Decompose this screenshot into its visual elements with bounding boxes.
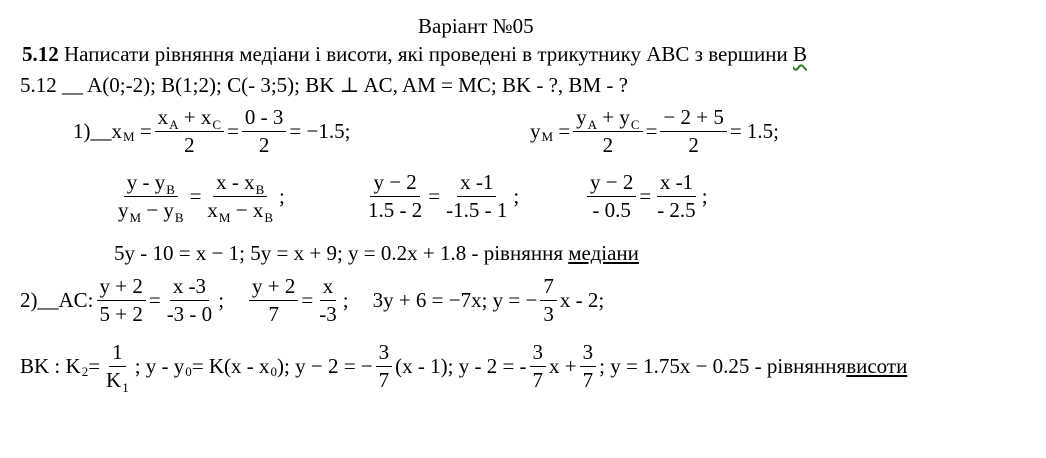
xm-num2: 0 - 3 (242, 107, 287, 132)
eq1-num-l-sub: B (166, 182, 175, 197)
ac-f1-end: ; (218, 288, 225, 312)
ac-f3-num: 7 (540, 276, 557, 301)
bk-k-den: K (106, 368, 122, 392)
eq1-num-r-sub: B (255, 182, 265, 197)
eq1-num-l: y - y (126, 170, 166, 194)
ac-f2-right (316, 276, 340, 325)
bk-p2-sub: 0 (270, 364, 278, 379)
height-word: висоти (846, 354, 908, 378)
ac-equation-line: 2)__AC: $\frac{y + 2}{5 + 2}$ = $\frac{x -3}{-3 - 0}$ ; $\frac{y + 2}{7}$ = $\frac{x}{-3}$ ; 3y + 6 = −7x; y = − $\frac{7}{3}$ x - 2; (20, 274, 605, 326)
bk-p3: ); y − 2 = − (277, 354, 373, 378)
bk-label-sub: 2 (81, 364, 89, 379)
xm-fraction (155, 107, 224, 156)
bk-p4: (x - 1); y - 2 = - (395, 354, 527, 378)
bk-f3 (580, 342, 597, 391)
eq1-den-l: y (118, 198, 129, 222)
ac-f1-num-r: x -3 (170, 276, 209, 301)
eq1-den-l-mid: − y (141, 198, 174, 222)
given-text: A(0;-2); B(1;2); C(- 3;5); BK ⊥ AC, AM = MC; BK - ?, BM - ? (87, 73, 628, 97)
eq1-den-r-sub2: B (264, 210, 273, 225)
ac-f2-left (249, 276, 298, 325)
bk-f3-num: 3 (580, 342, 597, 367)
xm-fraction-2 (242, 107, 287, 156)
variant-title: Варіант №05 (418, 14, 534, 38)
bk-k-den-sub: 1 (122, 380, 129, 395)
eq2-num-l: y − 2 (370, 172, 419, 197)
ac-f1-den-r: -3 - 0 (166, 302, 213, 326)
xm-num: x (157, 105, 169, 129)
xm-num-plus: + x (178, 105, 212, 129)
xm-den2: 2 (258, 133, 270, 157)
bk-eq: = (88, 354, 101, 378)
ac-f1-den-l: 5 + 2 (99, 302, 143, 326)
ac-f2-den-l: 7 (268, 302, 279, 326)
eq1-den-r-mid: − x (230, 198, 264, 222)
eq1-den-r: x (207, 198, 218, 222)
ac-f2-num-l: y + 2 (249, 276, 298, 301)
eq2-num-r: x -1 (457, 172, 496, 197)
eq3-num-r: x -1 (657, 172, 696, 197)
eq1-den-l-sub2: B (174, 210, 184, 225)
eq1-end: ; (279, 184, 285, 208)
eq3-right-fraction (654, 172, 699, 221)
xm-formula: 1)__ x M = $\frac{x_A + x_C}{2}$ = $\frac{0 - 3}{2}$ = −1.5; (73, 105, 351, 157)
bk-f2-den: 7 (532, 368, 544, 392)
ac-f1-left (97, 276, 146, 325)
bk-p1: ; y - y (134, 354, 185, 378)
bk-f2-num: 3 (530, 342, 547, 367)
xm-result: = −1.5; (289, 119, 351, 143)
median-word: медіани (568, 241, 639, 265)
bk-f2 (530, 342, 547, 391)
eq1-left-fraction (115, 170, 187, 225)
median-equation-general: $\frac{y - y_B}{y_M - y_B}$ = $\frac{x - x_B}{x_M - x_B}$ ; (112, 172, 285, 221)
bk-p1-sub: 0 (185, 364, 192, 379)
ym-num: y (576, 105, 587, 129)
task-text-vertex: В (792, 42, 807, 66)
ym-num-sub1: A (587, 117, 598, 132)
bk-f3-den: 7 (582, 368, 594, 392)
eq1-den-r-sub1: M (218, 210, 231, 225)
ym-den2: 2 (688, 133, 699, 157)
eq3-left-fraction (587, 172, 636, 221)
ym-formula: y M = $\frac{y_A + y_C}{2}$ = $\frac{- 2 + 5}{2}$ = 1.5; (530, 105, 780, 157)
eq2-den-r: -1.5 - 1 (446, 198, 508, 222)
task-number: 5.12 (22, 42, 59, 66)
ym-lhs: y (530, 119, 541, 143)
bk-p5: x + (549, 354, 577, 378)
bk-label: BK : K (20, 354, 81, 378)
xm-den: 2 (184, 133, 195, 157)
ym-fraction (573, 107, 642, 156)
ac-f3-den: 3 (543, 302, 554, 326)
bk-f1-den: 7 (378, 368, 390, 392)
ac-f3 (540, 276, 557, 325)
ac-f2-den-r: -3 (319, 302, 337, 326)
given-prefix: 5.12 __ (20, 73, 88, 97)
xm-num-sub1: A (169, 117, 179, 132)
median-equation-substituted: $\frac{y - 2}{1.5 - 2}$ = $\frac{x -1}{-1.5 - 1}$ ; (362, 172, 519, 221)
eq3-den-l: - 0.5 (592, 198, 631, 222)
task-statement (22, 44, 807, 65)
ym-num-sub2: C (630, 117, 640, 132)
ac-tail: x - 2; (559, 288, 605, 312)
bk-equation-line (20, 340, 908, 395)
given-line (20, 75, 628, 96)
ac-f2-end: ; (342, 288, 349, 312)
eq3-den-r: - 2.5 (657, 198, 696, 222)
xm-lhs-sub: M (123, 129, 135, 144)
eq3-num-l: y − 2 (587, 172, 636, 197)
step1-label: 1)__ (73, 119, 112, 143)
xm-num-sub2: C (212, 117, 222, 132)
eq1-num-r: x - x (216, 170, 255, 194)
eq1-right-fraction (204, 170, 276, 225)
eq1-den-l-sub1: M (129, 210, 142, 225)
ac-f1-num-l: y + 2 (97, 276, 146, 301)
ac-f2-num-r: x (320, 276, 337, 301)
ym-result: = 1.5; (729, 119, 780, 143)
ac-mid-text: 3y + 6 = −7x; y = − (372, 288, 538, 312)
ym-num-plus: + y (597, 105, 630, 129)
eq2-right-fraction (443, 172, 510, 221)
bk-p2: = K(x - x (191, 354, 270, 378)
ac-f1-right (164, 276, 216, 325)
bk-p6: ; y = 1.75x − 0.25 - рівняння (599, 354, 847, 378)
bk-f1-num: 3 (376, 342, 393, 367)
median-result-text: 5y - 10 = x − 1; 5y = x + 9; y = 0.2x + 1.8 - рівняння (114, 241, 569, 265)
bk-f1 (376, 342, 393, 391)
task-text: Написати рівняння медіани і висоти, які проведені в трикутнику АВС з вершини (58, 42, 793, 66)
ym-fraction-2 (660, 107, 726, 156)
eq2-left-fraction (365, 172, 425, 221)
ym-den: 2 (602, 133, 614, 157)
ym-num2: − 2 + 5 (660, 107, 726, 132)
eq2-den-l: 1.5 - 2 (368, 198, 423, 222)
eq3-end: ; (701, 184, 708, 208)
eq2-end: ; (513, 184, 520, 208)
xm-lhs: x (111, 119, 122, 143)
median-result-line (114, 243, 639, 264)
bk-k-num: 1 (109, 342, 126, 367)
median-equation-simplified: $\frac{y - 2}{- 0.5}$ = $\frac{x -1}{- 2.5}$ ; (584, 172, 708, 221)
bk-k-fraction (103, 340, 132, 395)
step2-label: 2)__AC: (20, 288, 94, 312)
ym-lhs-sub: M (541, 129, 554, 144)
